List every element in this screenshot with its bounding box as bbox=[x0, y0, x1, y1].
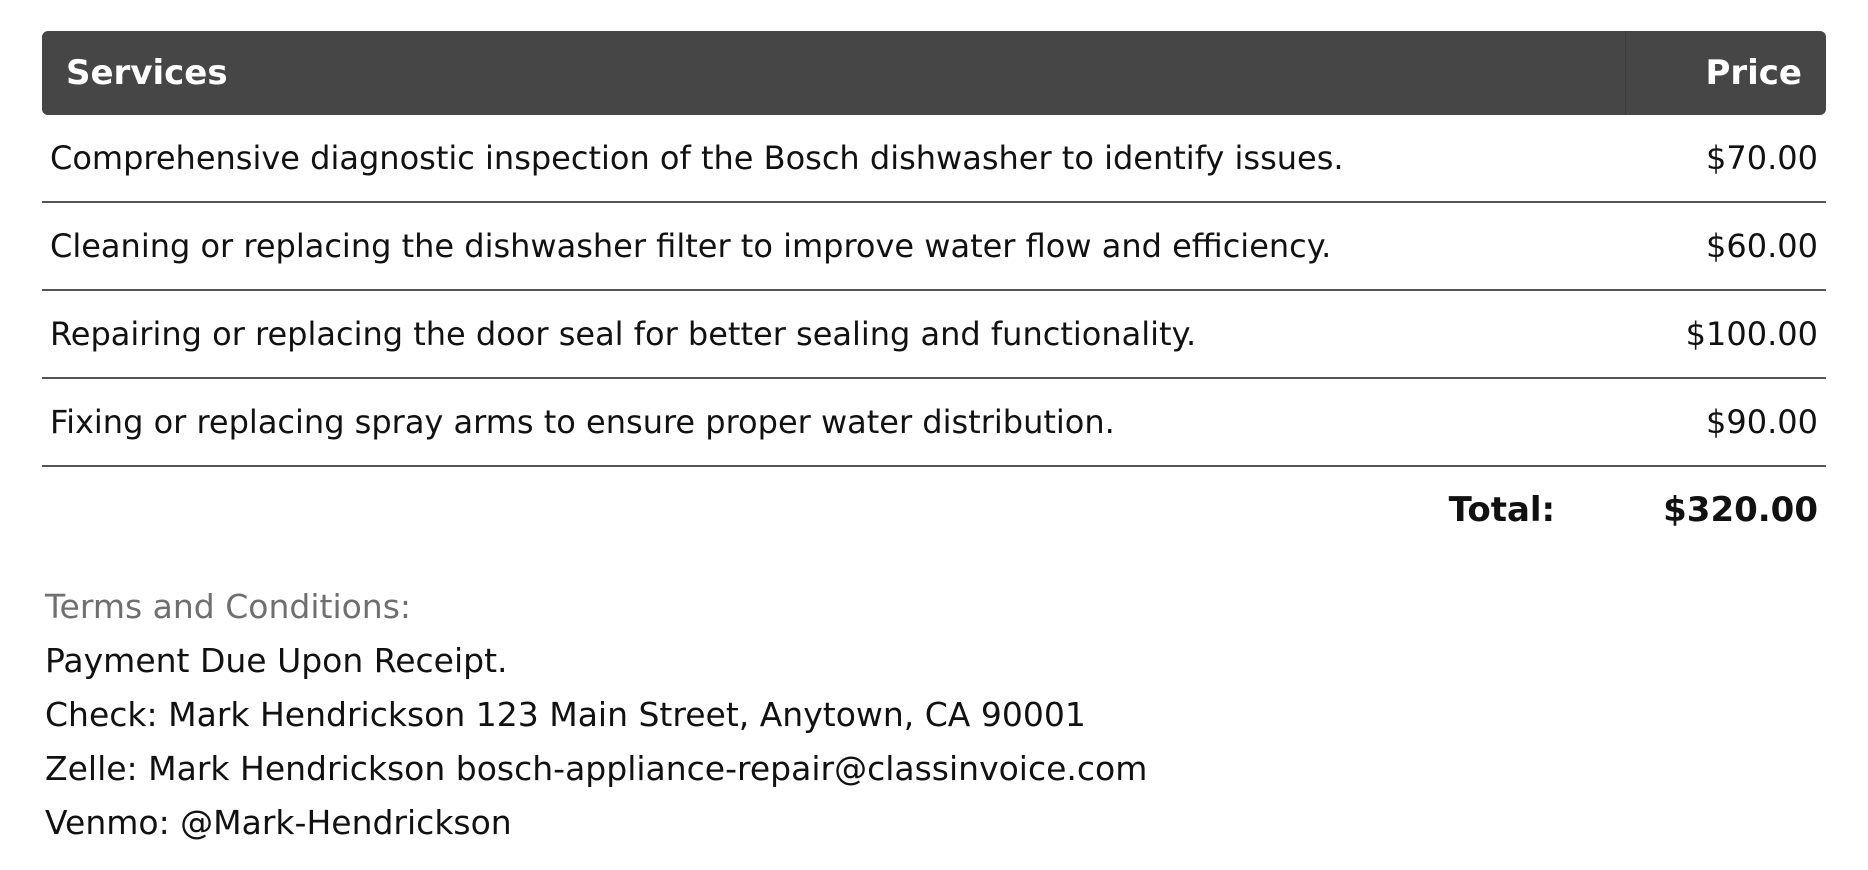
service-description: Repairing or replacing the door seal for better sealing and functionality. bbox=[50, 315, 1197, 353]
terms-title: Terms and Conditions: bbox=[45, 587, 412, 626]
total-label: Total: bbox=[1448, 490, 1556, 530]
total-row bbox=[42, 467, 1826, 553]
table-row bbox=[42, 291, 1826, 379]
terms-zelle: Zelle: Mark Hendrickson bosch-appliance-repair@classinvoice.com bbox=[45, 749, 1148, 788]
terms-payment-due: Payment Due Upon Receipt. bbox=[45, 641, 508, 680]
terms-section bbox=[45, 580, 1147, 850]
price-column-header: Price bbox=[1625, 31, 1826, 115]
service-price: $60.00 bbox=[1706, 227, 1818, 265]
service-price: $70.00 bbox=[1706, 139, 1818, 177]
table-row bbox=[42, 115, 1826, 203]
table-row bbox=[42, 379, 1826, 467]
service-price: $100.00 bbox=[1685, 315, 1818, 353]
service-price: $90.00 bbox=[1706, 403, 1818, 441]
table-header bbox=[42, 31, 1826, 115]
terms-check: Check: Mark Hendrickson 123 Main Street, Anytown, CA 90001 bbox=[45, 695, 1086, 734]
terms-venmo: Venmo: @Mark-Hendrickson bbox=[45, 803, 512, 842]
table-row bbox=[42, 203, 1826, 291]
service-description: Comprehensive diagnostic inspection of the Bosch dishwasher to identify issues. bbox=[50, 139, 1344, 177]
total-value: $320.00 bbox=[1663, 490, 1818, 530]
services-table bbox=[42, 31, 1826, 553]
services-column-header: Services bbox=[66, 53, 228, 93]
service-description: Fixing or replacing spray arms to ensure proper water distribution. bbox=[50, 403, 1115, 441]
service-description: Cleaning or replacing the dishwasher filter to improve water flow and efficiency. bbox=[50, 227, 1332, 265]
